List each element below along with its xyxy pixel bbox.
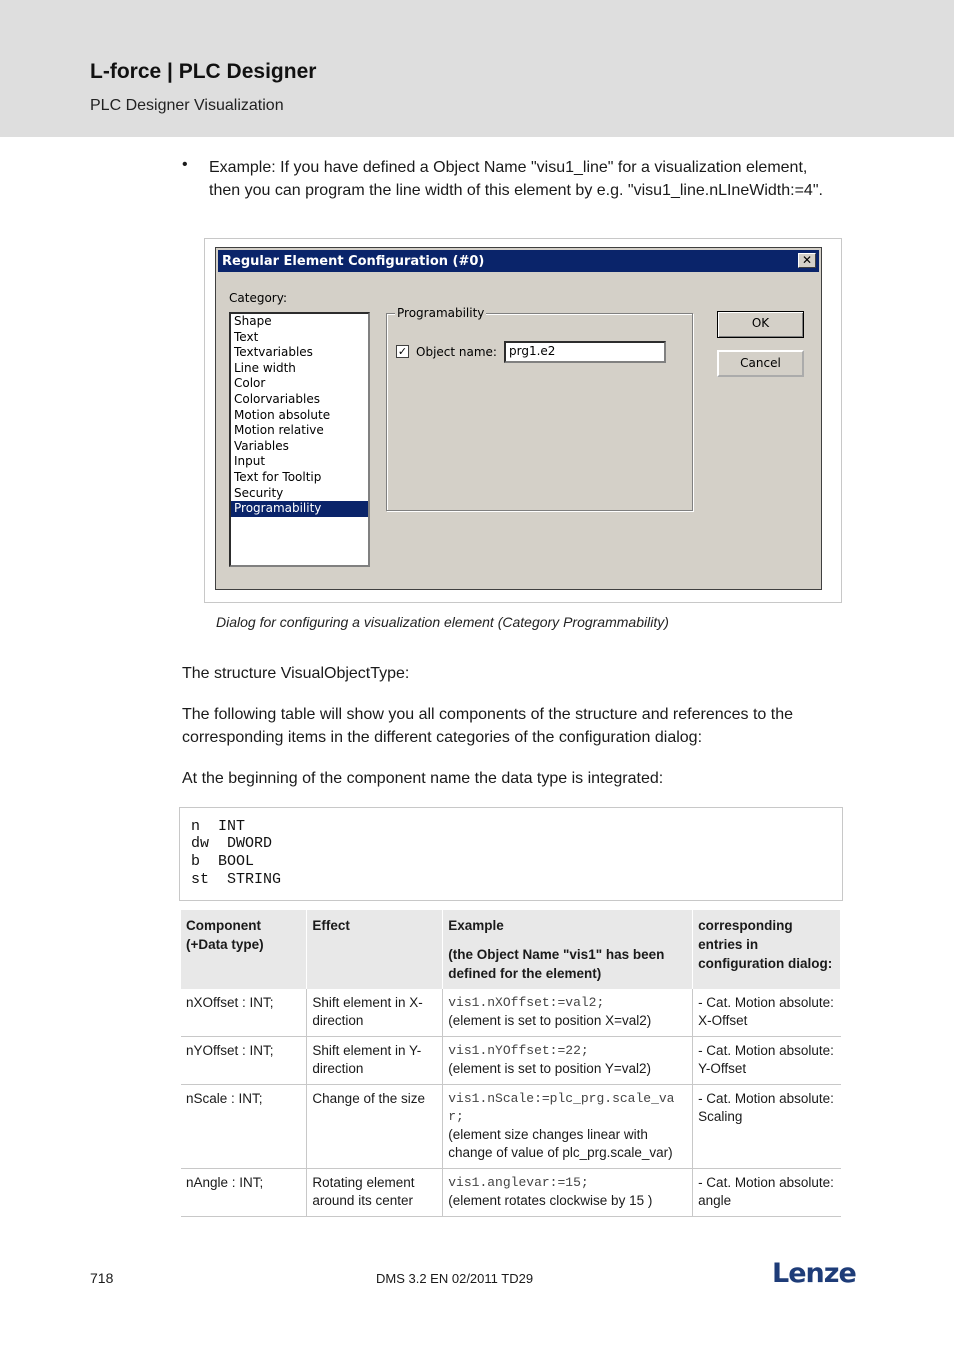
category-item-shape[interactable]: Shape [234, 314, 272, 328]
code-line: b BOOL [191, 853, 255, 870]
category-list[interactable] [229, 312, 370, 567]
cell-component: nXOffset : INT; [181, 989, 307, 1037]
category-label: Category: [229, 291, 287, 305]
table-row [181, 989, 841, 1037]
dialog-titlebar [218, 250, 819, 272]
category-item-text-for-tooltip[interactable]: Text for Tooltip [234, 469, 322, 484]
paragraph-structure: The structure VisualObjectType: [182, 665, 410, 682]
header-effect: Effect [307, 910, 443, 989]
object-name-input[interactable]: prg1.e2 [504, 341, 666, 363]
header-entries: corresponding entries in configuration dialog: [693, 910, 841, 989]
cancel-button[interactable]: Cancel [717, 350, 804, 377]
cell-effect: Shift element in Y-direction [307, 1037, 443, 1085]
cell-component: nYOffset : INT; [181, 1037, 307, 1085]
cell-component: nAngle : INT; [181, 1169, 307, 1217]
page-number: 718 [90, 1270, 114, 1286]
category-item-variables[interactable]: Variables [234, 438, 289, 453]
groupbox-label: Programability [397, 306, 485, 320]
cell-example [443, 1169, 693, 1217]
bullet-marker: • [182, 156, 188, 173]
figure-caption: Dialog for configuring a visualization element (Category Programmability) [216, 614, 669, 630]
category-item-line-width[interactable]: Line width [234, 360, 296, 375]
category-item-programability[interactable]: Programability [231, 501, 368, 517]
category-item-textvariables[interactable]: Textvariables [234, 345, 313, 360]
document-title: L-force | PLC Designer [90, 60, 317, 83]
cell-entries: - Cat. Motion absolute: angle [693, 1169, 841, 1217]
example-code: vis1.nXOffset:=val2; [448, 995, 605, 1010]
example-code: vis1.nYOffset:=22; [448, 1043, 589, 1058]
document-id: DMS 3.2 EN 02/2011 TD29 [376, 1271, 534, 1286]
header-component: Component (+Data type) [181, 910, 307, 989]
bullet-text: Example: If you have defined a Object Name "visu1_line" for a visualization element, then you can program the line width of this element by e.g. "visu1_line.nLIneWidth:=4". [209, 159, 823, 199]
code-line: dw DWORD [191, 835, 273, 852]
close-icon[interactable]: ✕ [798, 253, 816, 268]
example-code: vis1.nScale:=plc_prg.scale_var; [448, 1091, 675, 1124]
category-item-color[interactable]: Color [234, 376, 266, 391]
example-note: (element rotates clockwise by 15 ) [448, 1193, 653, 1208]
cell-effect: Change of the size [307, 1085, 443, 1169]
example-note: (element size changes linear with change of value of plc_prg.scale_var) [448, 1127, 673, 1160]
code-line: n INT [191, 818, 246, 835]
cell-entries: - Cat. Motion absolute: Y-Offset [693, 1037, 841, 1085]
cell-example [443, 989, 693, 1037]
cell-component: nScale : INT; [181, 1085, 307, 1169]
cell-example [443, 1085, 693, 1169]
cell-entries: - Cat. Motion absolute: X-Offset [693, 989, 841, 1037]
example-code: vis1.anglevar:=15; [448, 1175, 589, 1190]
table-row [181, 1085, 841, 1169]
category-item-text[interactable]: Text [234, 329, 259, 344]
header-example [443, 910, 693, 989]
lenze-logo: Lenze [772, 1258, 856, 1289]
cell-effect: Shift element in X-direction [307, 989, 443, 1037]
cell-example [443, 1037, 693, 1085]
table-header-row [181, 910, 841, 989]
paragraph-table-intro: The following table will show you all components of the structure and references to the corresponding items in the different categories of the configuration dialog: [182, 706, 793, 746]
category-item-colorvariables[interactable]: Colorvariables [234, 391, 320, 406]
dialog-title: Regular Element Configuration (#0) [222, 254, 485, 269]
components-table [181, 910, 841, 1217]
example-note: (element is set to position Y=val2) [448, 1061, 651, 1076]
cell-effect: Rotating element around its center [307, 1169, 443, 1217]
cell-entries: - Cat. Motion absolute: Scaling [693, 1085, 841, 1169]
category-item-security[interactable]: Security [234, 485, 284, 500]
object-name-checkbox[interactable]: ✓ [397, 345, 408, 358]
category-item-input[interactable]: Input [234, 454, 266, 469]
table-row [181, 1169, 841, 1217]
object-name-label: Object name: [416, 345, 497, 359]
data-type-code-box [179, 807, 843, 901]
header-example-title: Example [448, 918, 504, 933]
category-item-motion-relative[interactable]: Motion relative [234, 423, 324, 438]
example-note: (element is set to position X=val2) [448, 1013, 652, 1028]
document-subtitle: PLC Designer Visualization [90, 97, 284, 114]
ok-button[interactable]: OK [717, 311, 804, 338]
paragraph-data-type: At the beginning of the component name the data type is integrated: [182, 770, 664, 787]
code-line: st STRING [191, 871, 282, 888]
category-item-motion-absolute[interactable]: Motion absolute [234, 407, 331, 422]
header-example-note: (the Object Name "vis1" has been defined for the element) [448, 947, 665, 981]
table-row [181, 1037, 841, 1085]
config-dialog [215, 247, 822, 590]
